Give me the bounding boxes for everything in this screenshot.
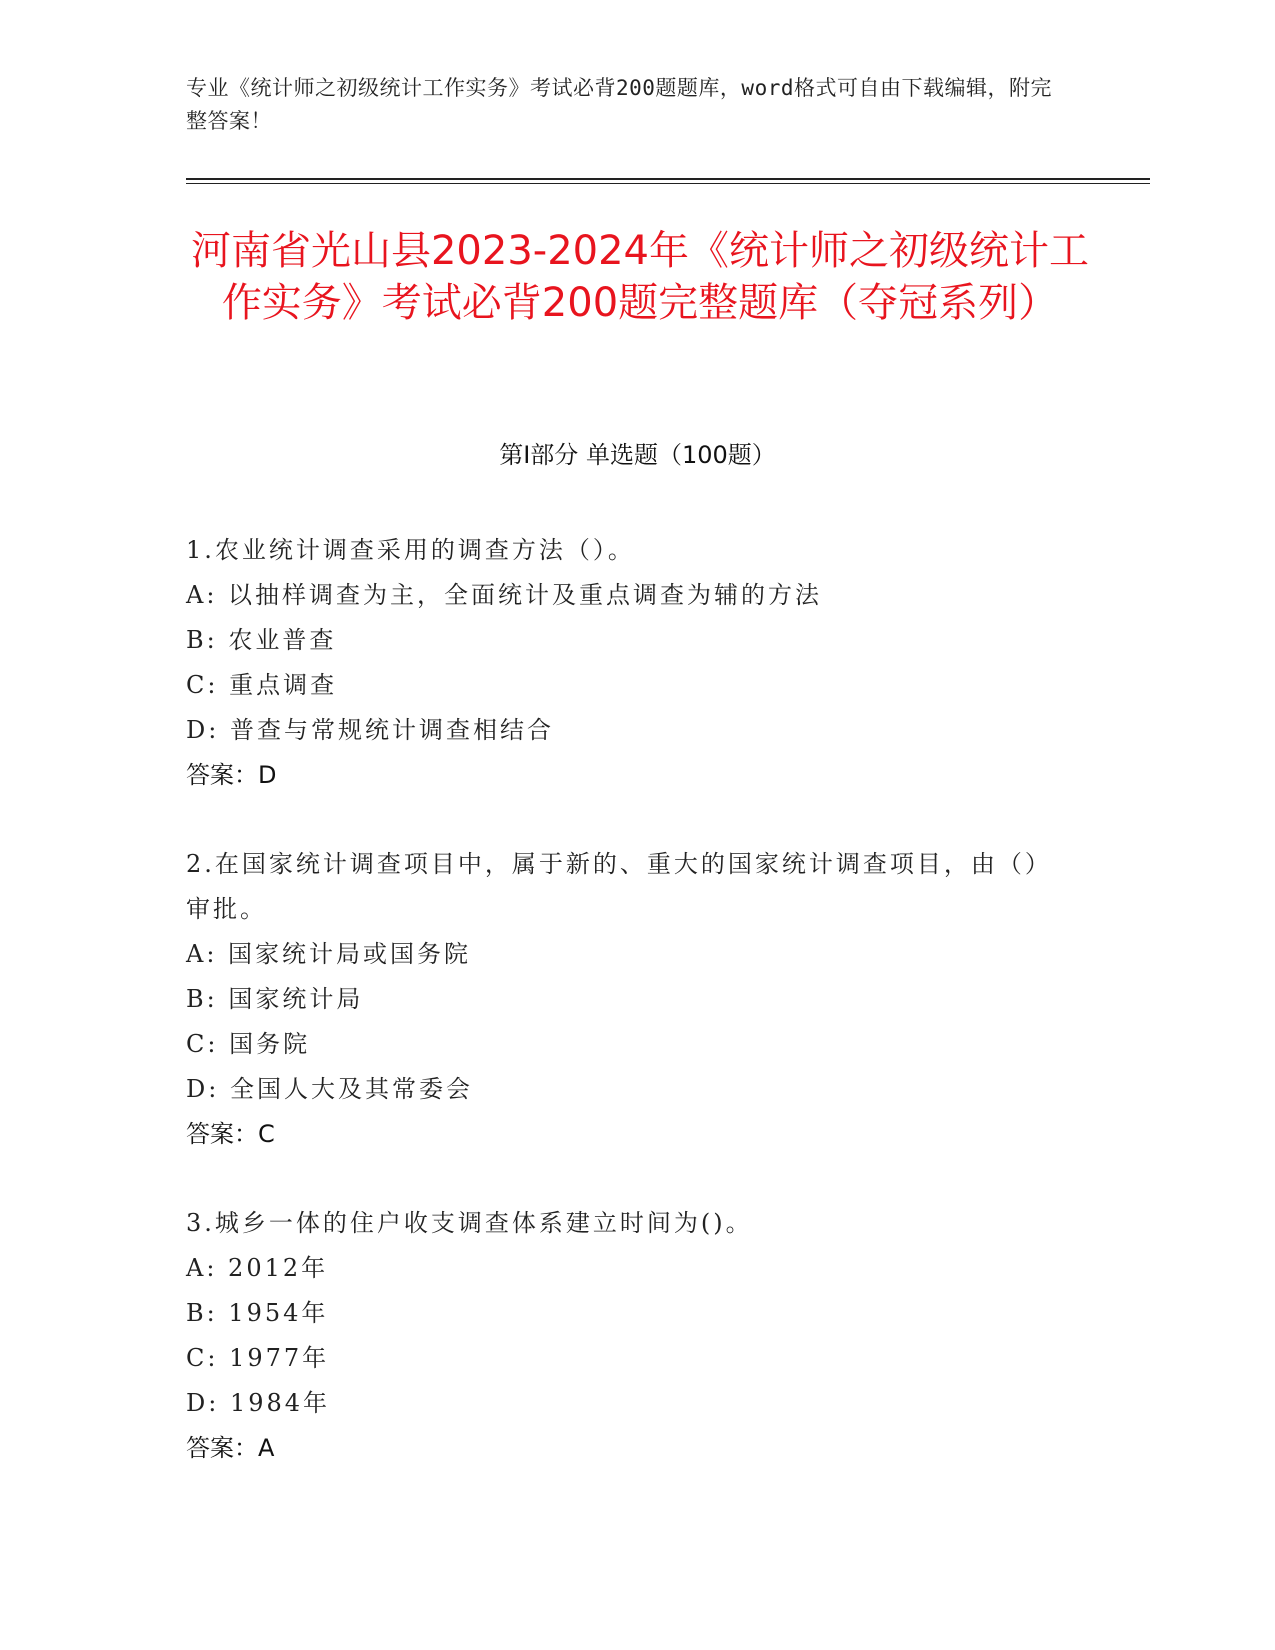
- option-a: A: 2012年: [186, 1254, 329, 1282]
- option-a: A: 国家统计局或国务院: [186, 940, 472, 968]
- section-heading: 第I部分 单选题（100题）: [499, 441, 776, 469]
- question-3: [186, 1201, 1086, 1471]
- option-c: C: 1977年: [186, 1344, 330, 1372]
- option-b: B: 农业普查: [186, 626, 337, 654]
- option-a: A: 以抽样调查为主，全面统计及重点调查为辅的方法: [186, 581, 823, 609]
- question-2: [186, 842, 1086, 1157]
- question-stem: 1.农业统计调查采用的调查方法（）。: [186, 536, 635, 564]
- option-d: D: 1984年: [186, 1389, 331, 1417]
- header-divider-thin: [186, 183, 1150, 184]
- question-1: [186, 528, 1086, 798]
- option-c: C: 重点调查: [186, 671, 338, 699]
- answer: 答案：A: [186, 1434, 275, 1462]
- header-divider-thick: [186, 178, 1150, 180]
- document-title: 河南省光山县2023-2024年《统计师之初级统计工作实务》考试必背200题完整题库（夺冠系列）: [190, 228, 1090, 326]
- option-b: B: 国家统计局: [186, 985, 364, 1013]
- question-stem: 2.在国家统计调查项目中，属于新的、重大的国家统计调查项目，由（）审批。: [186, 850, 1052, 923]
- option-d: D: 普查与常规统计调查相结合: [186, 716, 554, 744]
- option-c: C: 国务院: [186, 1030, 311, 1058]
- answer: 答案：D: [186, 761, 277, 789]
- option-d: D: 全国人大及其常委会: [186, 1075, 473, 1103]
- question-stem: 3.城乡一体的住户收支调查体系建立时间为()。: [186, 1209, 753, 1237]
- question-list: [186, 528, 1086, 1515]
- answer: 答案：C: [186, 1120, 275, 1148]
- header-note: 专业《统计师之初级统计工作实务》考试必背200题题库，word格式可自由下载编辑，附完整答案！: [186, 76, 1052, 133]
- option-b: B: 1954年: [186, 1299, 329, 1327]
